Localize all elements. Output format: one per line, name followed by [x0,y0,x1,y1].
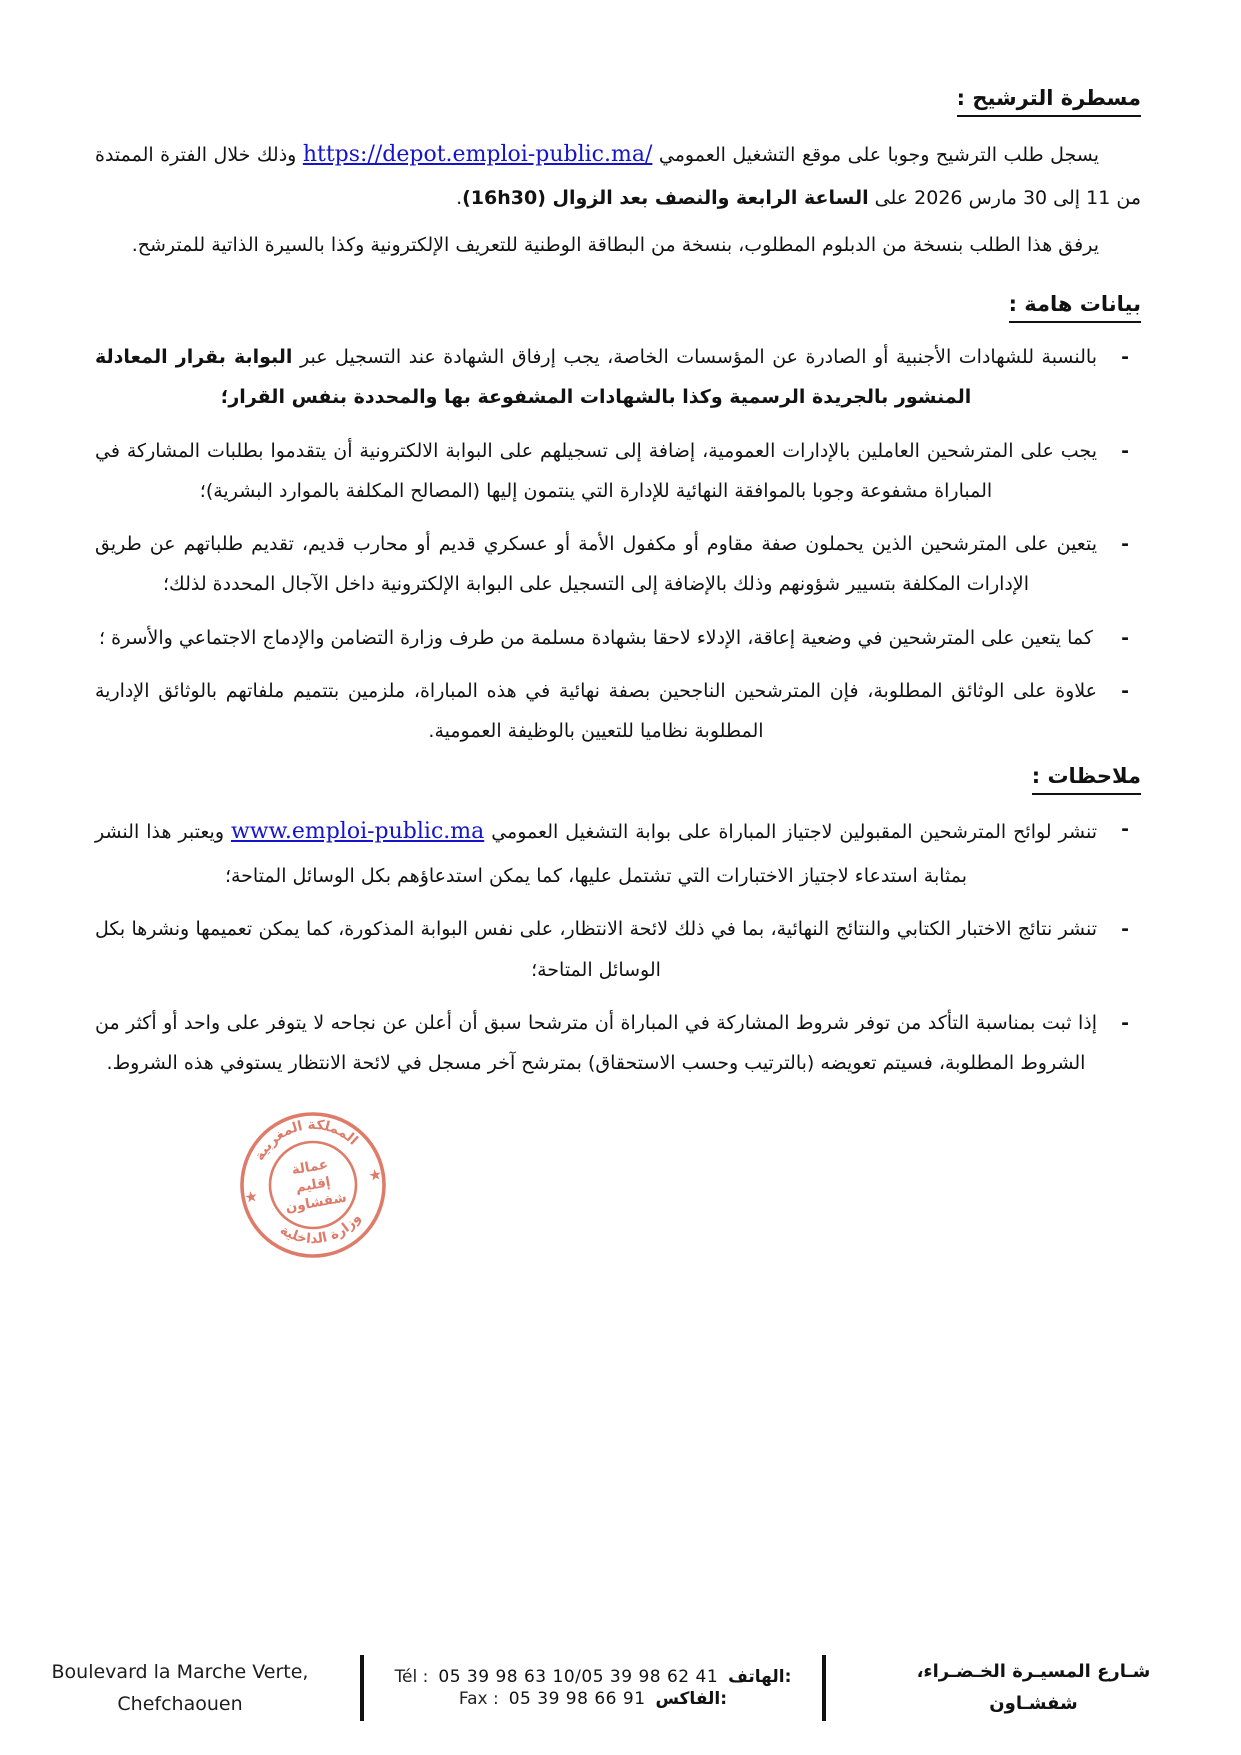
fax-label-ar: الفاكس: [655,1689,728,1709]
page-footer [0,1643,1241,1733]
stamp-center-line3: شفشاون [284,1189,348,1217]
footer-address-ar [826,1656,1241,1721]
url-link[interactable]: www.emploi-public.ma [230,819,485,845]
fax-label-fr: Fax : [458,1689,499,1709]
procedure-heading: مسطرة الترشيح : [95,86,1141,117]
footer-address-fr [0,1656,360,1721]
notes-heading: ملاحظات : [95,764,1141,795]
important-data-list [95,337,1141,751]
bold-text: البوابة بقرار المعادلة المنشور بالجريدة الرسمية وكذا بالشهادات المشفوعة بها والمحددة بنفس القرار؛ [95,345,972,409]
notes-list [95,809,1141,1083]
footer-contact [364,1667,822,1709]
tel-label-fr: Tél : [394,1667,429,1687]
tel-label-ar: الهاتف: [728,1667,792,1687]
telephone-row [378,1667,808,1687]
bold-text: الساعة الرابعة والنصف بعد الزوال (16h30) [462,187,869,210]
list-item: - يتعين على المترشحين الذين يحملون صفة مقاوم أو مكفول الأمة أو عسكري قديم أو محارب قديم، تقديم طلباتهم عن طريق الإدارات المكلفة بتسيير شؤونهم وذلك بالإضافة إلى التسجيل على البوابة الإلكترونية داخل الآجال المحددة لذلك؛ [95,524,1141,605]
fax-row [378,1689,808,1709]
stamp-ring-text-bottom: وزارة الداخلية [276,1210,365,1248]
list-item: - بالنسبة للشهادات الأجنبية أو الصادرة عن المؤسسات الخاصة، يجب إرفاق الشهادة عند التسجيل عبر البوابة بقرار المعادلة المنشور بالجريدة الرسمية وكذا بالشهادات المشفوعة بها والمحددة بنفس القرار؛ [95,337,1141,418]
list-item: - علاوة على الوثائق المطلوبة، فإن المترشحين الناجحين بصفة نهائية في هذه المباراة، ملزمين بتتميم ملفاتهم بالوثائق الإدارية المطلوبة نظاميا للتعيين بالوظيفة العمومية. [95,671,1141,752]
important-data-heading: بيانات هامة : [95,292,1141,323]
stamp-center-line2: إقليم [294,1174,332,1197]
stamp-center-line1: عمالة [290,1156,330,1179]
footer-address-ar-line1: شـارع المسيـرة الخـضـراء، [916,1660,1151,1682]
stamp-ring-text-top: المملكة المغربية [251,1117,361,1164]
stamp-star-right-icon: ★ [367,1165,384,1186]
stamp-star-left-icon: ★ [242,1187,260,1208]
list-item: - إذا ثبت بمناسبة التأكد من توفر شروط المشاركة في المباراة أن مترشحا سبق أن أعلن عن نجاحه لا يتوفر على واحد أو أكثر من الشروط المطلوبة، فسيتم تعويضه (بالترتيب وحسب الاستحقاق) بمترشح آخر مسجل في لائحة الانتظار يستوفي هذه الشروط. [95,1003,1141,1084]
footer-address-ar-line2: شفشـاون [989,1693,1078,1714]
footer-address-fr-line2: Chefchaouen [117,1693,243,1715]
procedure-paragraph: يسجل طلب الترشيح وجوبا على موقع التشغيل العمومي https://depot.emploi-public.ma/ وذلك خلال الفترة الممتدة من 11 إلى 30 مارس 2026 على الساعة الرابعة والنصف بعد الزوال (16h30). [95,142,1141,210]
fax-value: 05 39 98 66 91 [508,1689,646,1709]
official-stamp-graphic [225,1097,401,1273]
tel-value: 05 39 98 63 10/05 39 98 62 41 [438,1667,719,1687]
list-item: - يجب على المترشحين العاملين بالإدارات العمومية، إضافة إلى تسجيلهم على البوابة الالكترونية أن يتقدموا بطلبات المشاركة في المباراة مشفوعة وجوبا بالموافقة النهائية للإدارة التي ينتمون إليها (المصالح المكلفة بالموارد البشرية)؛ [95,431,1141,512]
list-item: - تنشر نتائج الاختبار الكتابي والنتائج النهائية، بما في ذلك لائحة الانتظار، على نفس البوابة المذكورة، كما يمكن تعميمها ونشرها بكل الوسائل المتاحة؛ [95,909,1141,990]
list-item: - تنشر لوائح المترشحين المقبولين لاجتياز المباراة على بوابة التشغيل العمومي www.emploi-public.ma ويعتبر هذا النشر بمثابة استدعاء لاجتياز الاختبارات التي تشتمل عليها، كما يمكن استدعاؤهم بكل الوسائل المتاحة؛ [95,809,1141,896]
footer-address-fr-line1: Boulevard la Marche Verte, [51,1660,309,1683]
url-link[interactable]: https://depot.emploi-public.ma/ [302,142,653,167]
attachments-paragraph: يرفق هذا الطلب بنسخة من الدبلوم المطلوب، بنسخة من البطاقة الوطنية للتعريف الإلكترونية وكذا بالسيرة الذاتية للمترشح. [131,234,1099,257]
list-item: - كما يتعين على المترشحين في وضعية إعاقة، الإدلاء لاحقا بشهادة مسلمة من طرف وزارة التضامن والإدماج الاجتماعي والأسرة ؛ [95,618,1141,658]
official-stamp [225,1097,401,1273]
